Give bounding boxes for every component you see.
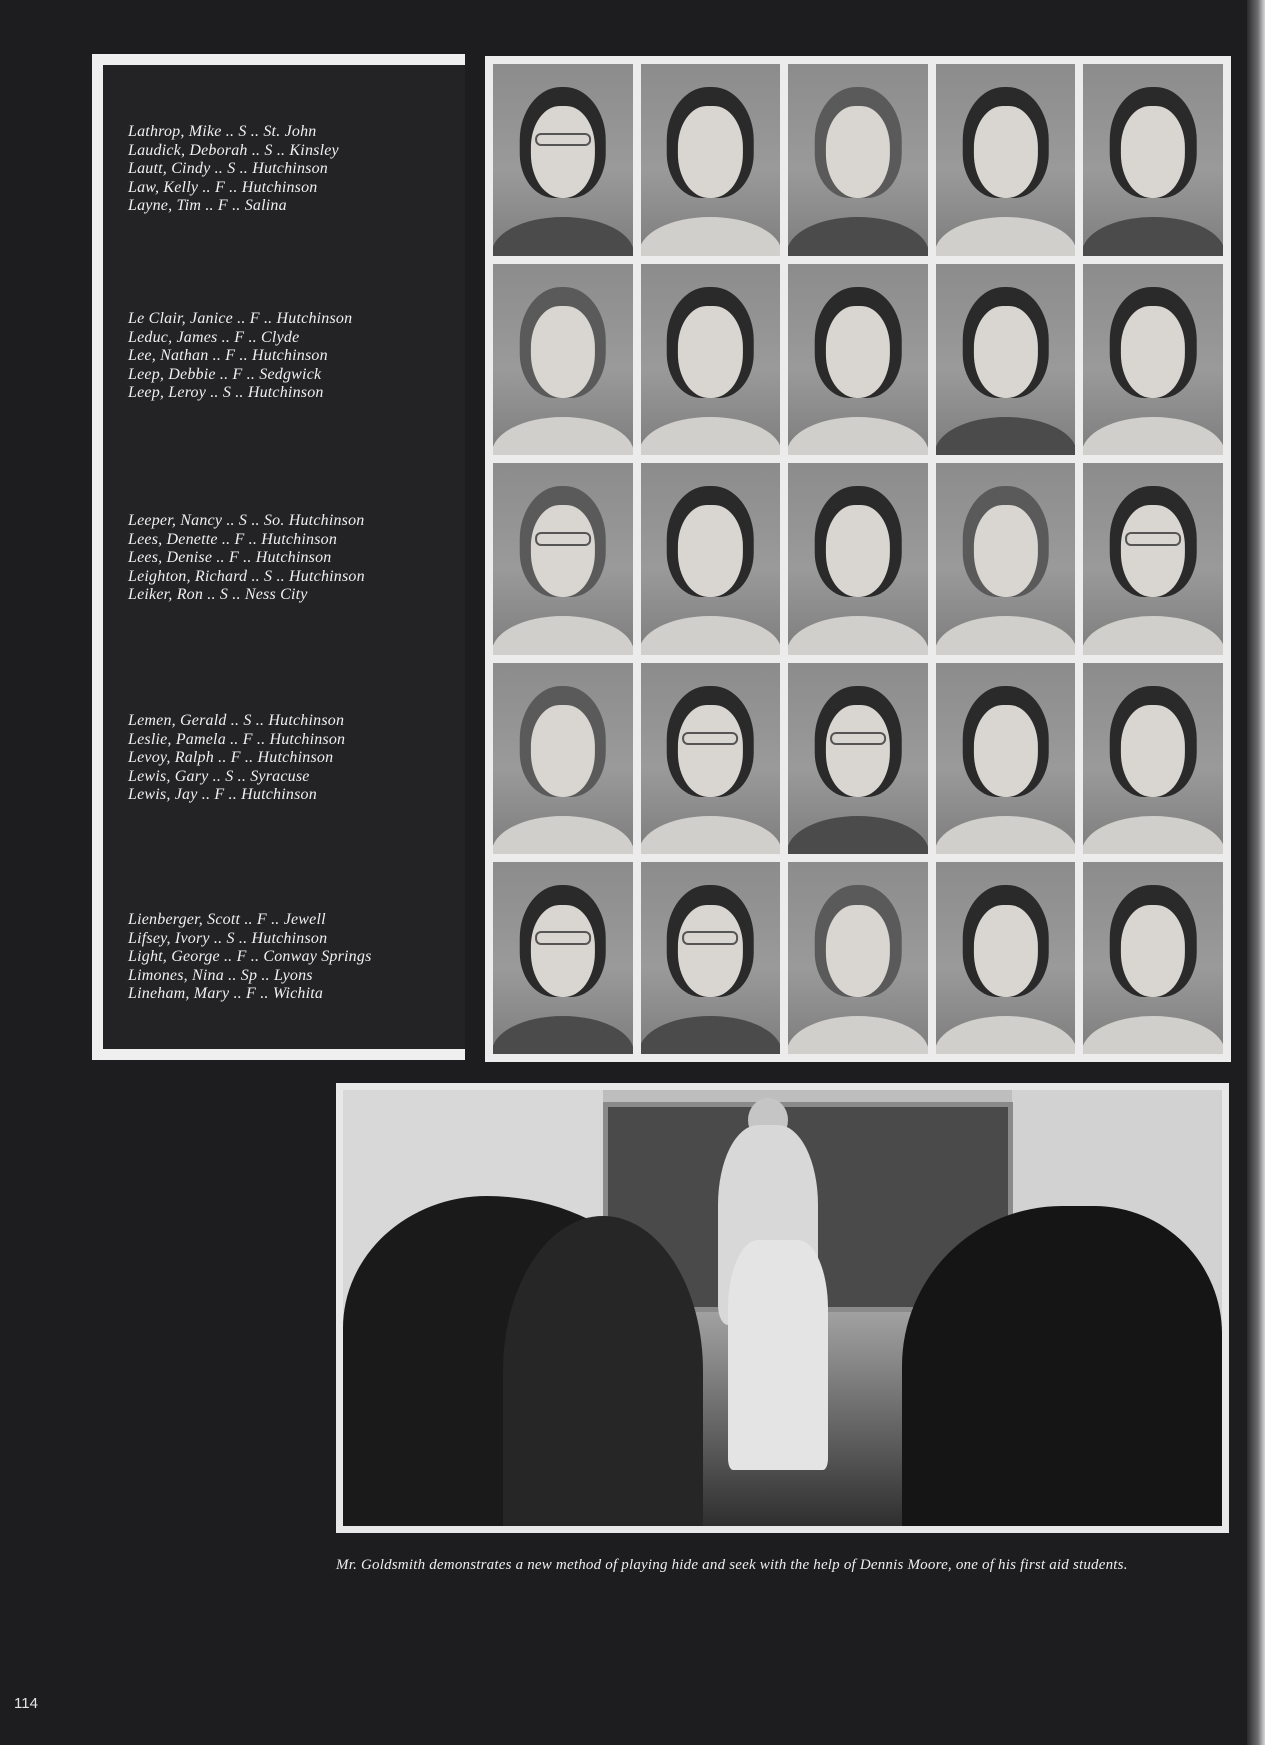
student-portrait: [493, 463, 633, 655]
student-name: Layne, Tim .. F .. Salina: [128, 197, 287, 214]
student-name: Leep, Leroy .. S .. Hutchinson: [128, 384, 324, 401]
student-name: Lewis, Gary .. S .. Syracuse: [128, 767, 310, 785]
student-portrait: [493, 264, 633, 456]
student-name: Lemen, Gerald .. S .. Hutchinson: [128, 712, 345, 729]
student-name: Limones, Nina .. Sp .. Lyons: [128, 966, 313, 984]
student-portrait: [1083, 264, 1223, 456]
name-group: [128, 123, 458, 216]
student-portrait: [788, 64, 928, 256]
student-name: Leduc, James .. F .. Clyde: [128, 328, 300, 346]
student-portrait: [493, 862, 633, 1054]
student-name: Leighton, Richard .. S .. Hutchinson: [128, 567, 365, 585]
student-name: Lautt, Cindy .. S .. Hutchinson: [128, 160, 328, 177]
name-group: [128, 712, 458, 805]
portrait-grid: [485, 56, 1231, 1062]
student-portrait: [936, 463, 1076, 655]
student-figure: [728, 1240, 828, 1470]
student-name: Light, George .. F .. Conway Springs: [128, 948, 372, 965]
student-name: Lineham, Mary .. F .. Wichita: [128, 985, 324, 1002]
student-portrait: [788, 663, 928, 855]
student-portrait: [788, 862, 928, 1054]
student-name: Lienberger, Scott .. F .. Jewell: [128, 911, 326, 928]
classroom-photo-image: [343, 1090, 1222, 1526]
name-group: [128, 512, 458, 605]
photo-caption: Mr. Goldsmith demonstrates a new method of playing hide and seek with the help of Dennis Moore, one of his first aid students.: [336, 1557, 1128, 1573]
student-portrait: [641, 64, 781, 256]
classroom-photo: [336, 1083, 1229, 1533]
student-name: Leeper, Nancy .. S .. So. Hutchinson: [128, 512, 365, 529]
student-portrait: [641, 862, 781, 1054]
student-portrait: [493, 663, 633, 855]
student-portrait: [641, 264, 781, 456]
student-name: Leep, Debbie .. F .. Sedgwick: [128, 365, 322, 383]
student-name: Laudick, Deborah .. S .. Kinsley: [128, 141, 339, 159]
student-portrait: [936, 862, 1076, 1054]
page-number: 114: [14, 1695, 38, 1712]
student-portrait: [936, 64, 1076, 256]
student-name: Lees, Denette .. F .. Hutchinson: [128, 530, 338, 548]
name-group: [128, 911, 458, 1004]
student-portrait: [1083, 64, 1223, 256]
student-name: Lee, Nathan .. F .. Hutchinson: [128, 347, 328, 364]
student-portrait: [493, 64, 633, 256]
student-name: Lifsey, Ivory .. S .. Hutchinson: [128, 929, 328, 947]
student-portrait: [788, 463, 928, 655]
page-edge: [1247, 0, 1265, 1745]
student-portrait: [1083, 463, 1223, 655]
student-portrait: [1083, 862, 1223, 1054]
student-name: Lathrop, Mike .. S .. St. John: [128, 123, 317, 140]
student-portrait: [1083, 663, 1223, 855]
student-name: Law, Kelly .. F .. Hutchinson: [128, 178, 318, 196]
student-portrait: [936, 663, 1076, 855]
student-name-list: [92, 54, 465, 1060]
student-name: Levoy, Ralph .. F .. Hutchinson: [128, 749, 334, 766]
student-portrait: [788, 264, 928, 456]
student-name: Lees, Denise .. F .. Hutchinson: [128, 549, 332, 566]
student-portrait: [641, 663, 781, 855]
student-portrait: [641, 463, 781, 655]
student-portrait: [936, 264, 1076, 456]
name-group: [128, 310, 458, 403]
student-name: Le Clair, Janice .. F .. Hutchinson: [128, 310, 353, 327]
student-name: Leiker, Ron .. S .. Ness City: [128, 586, 308, 603]
student-name: Lewis, Jay .. F .. Hutchinson: [128, 786, 317, 803]
student-name: Leslie, Pamela .. F .. Hutchinson: [128, 730, 346, 748]
